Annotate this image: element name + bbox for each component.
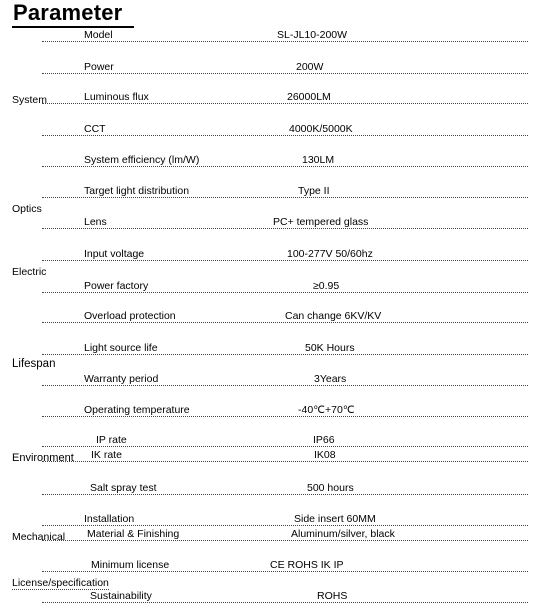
dotted-leader (42, 292, 528, 293)
dotted-leader (42, 461, 528, 462)
spec-label: IP rate (96, 434, 127, 446)
spec-value: SL-JL10-200W (277, 29, 348, 41)
dotted-leader (42, 260, 528, 261)
spec-row (0, 274, 544, 294)
spec-value: 100-277V 50/60hz (287, 248, 373, 260)
spec-value: Can change 6KV/KV (285, 310, 382, 322)
spec-row (0, 179, 544, 199)
spec-label: Input voltage (84, 248, 145, 260)
spec-row (0, 304, 544, 324)
spec-label: Model (84, 29, 113, 41)
spec-label: Target light distribution (84, 185, 190, 197)
dotted-leader (42, 197, 528, 198)
spec-label: Luminous flux (84, 91, 149, 103)
spec-value: 500 hours (307, 482, 354, 494)
spec-label: Minimum license (91, 559, 170, 571)
dotted-leader (42, 385, 528, 386)
dotted-leader (42, 135, 528, 136)
spec-label: Lens (84, 216, 107, 228)
spec-value: ≥0.95 (313, 280, 340, 292)
spec-value: -40℃+70℃ (298, 404, 355, 416)
page-title: Parameter (13, 0, 123, 25)
dotted-leader (42, 103, 528, 104)
spec-label: CCT (84, 123, 106, 135)
spec-row (0, 553, 544, 573)
spec-label: Light source life (84, 342, 158, 354)
spec-row (0, 443, 544, 463)
dotted-leader (42, 166, 528, 167)
spec-label: Power (84, 61, 114, 73)
dotted-leader (42, 416, 528, 417)
spec-row (0, 23, 544, 43)
spec-label: Warranty period (84, 373, 159, 385)
spec-row (0, 242, 544, 262)
spec-row (0, 148, 544, 168)
spec-row (0, 476, 544, 496)
spec-value: Side insert 60MM (294, 513, 376, 525)
spec-value: 50K Hours (305, 342, 355, 354)
dotted-leader (42, 571, 528, 572)
group-label: System (12, 94, 48, 106)
spec-row (0, 210, 544, 230)
dotted-leader (42, 41, 528, 42)
spec-row (0, 522, 544, 542)
spec-value: ROHS (317, 590, 348, 602)
spec-value: 200W (296, 61, 324, 73)
spec-value: 4000K/5000K (289, 123, 353, 135)
spec-value: 26000LM (287, 91, 331, 103)
spec-value: Type II (298, 185, 330, 197)
group-label: Lifespan (12, 358, 56, 370)
dotted-leader (42, 602, 528, 603)
spec-row (0, 85, 544, 105)
spec-value: IP66 (313, 434, 335, 446)
spec-label: IK rate (91, 449, 122, 461)
spec-row (0, 336, 544, 356)
dotted-leader (42, 73, 528, 74)
spec-label: Installation (84, 513, 135, 525)
dotted-leader (42, 540, 528, 541)
group-label: Optics (12, 203, 42, 215)
group-label: Mechanical (12, 531, 66, 543)
spec-row (0, 367, 544, 387)
spec-label: Power factory (84, 280, 149, 292)
spec-label: Overload protection (84, 310, 176, 322)
spec-value: IK08 (314, 449, 336, 461)
spec-label: Material & Finishing (87, 528, 180, 540)
spec-label: System efficiency (lm/W) (84, 154, 200, 166)
dotted-leader (42, 354, 528, 355)
spec-row (0, 55, 544, 75)
spec-row (0, 398, 544, 418)
group-label: Environment (12, 452, 74, 464)
group-label: License/specification (12, 577, 109, 589)
spec-value: PC+ tempered glass (273, 216, 369, 228)
spec-value: CE ROHS IK IP (270, 559, 344, 571)
spec-value: 3Years (314, 373, 347, 385)
dotted-leader (42, 494, 528, 495)
spec-value: Aluminum/silver, black (291, 528, 395, 540)
spec-value: 130LM (302, 154, 335, 166)
dotted-leader (42, 322, 528, 323)
spec-label: Operating temperature (84, 404, 190, 416)
spec-row (0, 117, 544, 137)
spec-label: Sustainability (90, 590, 152, 602)
spec-label: Salt spray test (90, 482, 157, 494)
dotted-leader (42, 228, 528, 229)
group-label: Electric (12, 266, 47, 278)
